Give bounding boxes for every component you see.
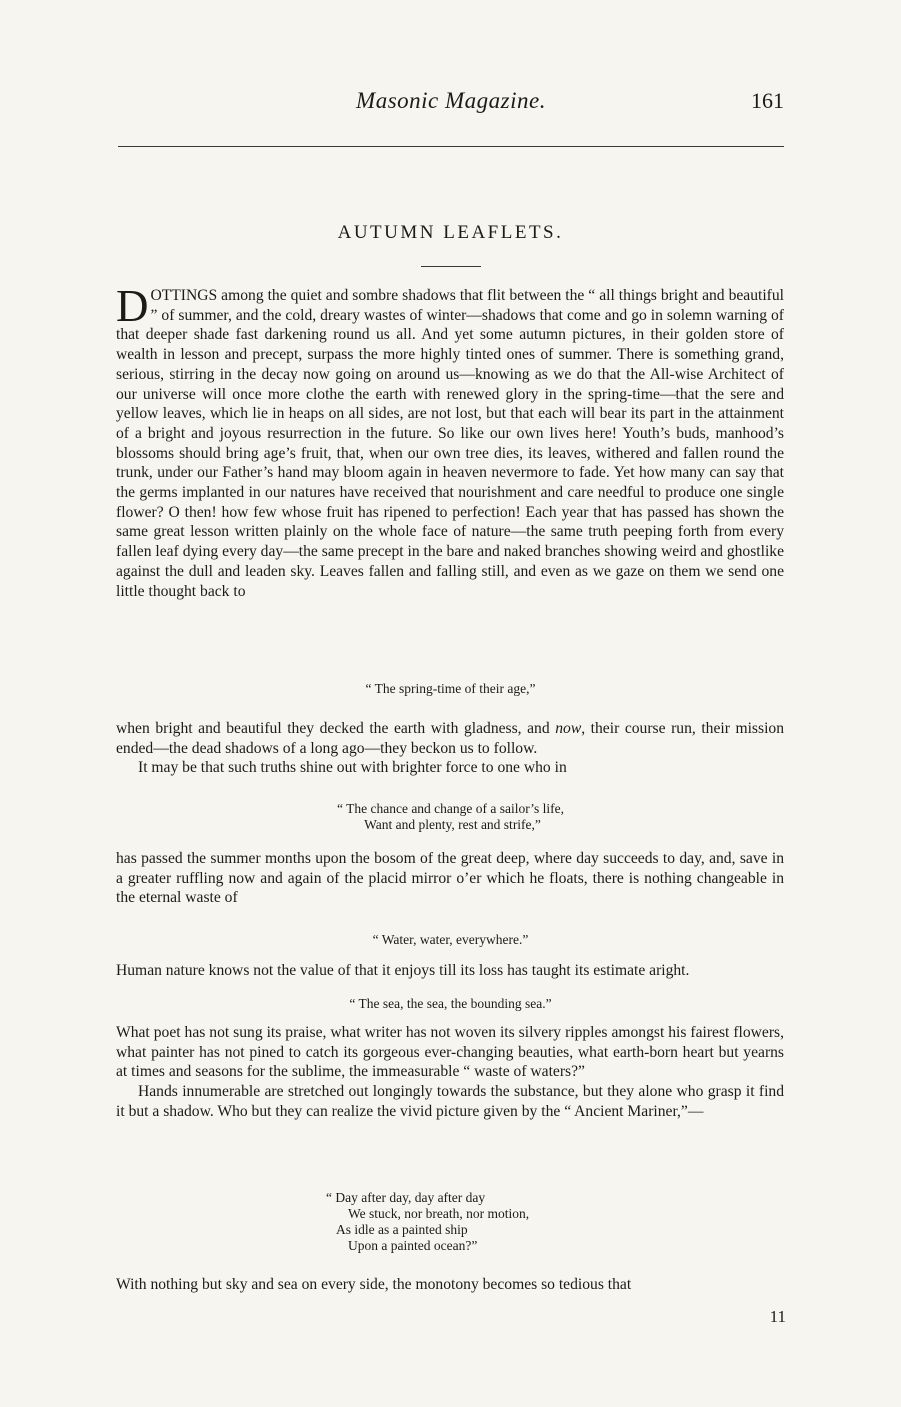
article-title: AUTUMN LEAFLETS. [337,222,564,243]
header-rule [118,146,784,147]
quote-line: “ Water, water, everywhere.” [372,932,529,947]
paragraph-7: Hands innumerable are stretched out longingly towards the substance, but they alone who grasp it find it but a shadow. Who but they can realize the vivid picture given by the “ Ancient Mariner,”— [116,1083,784,1120]
paragraph-3: It may be that such truths shine out with brighter force to one who in [138,759,567,777]
paragraph-2-emphasis: now [555,720,582,737]
quote-line: Want and plenty, rest and strife,” [364,817,541,832]
title-rule [421,266,481,267]
quote-sailor [0,801,901,833]
quote-line: “ The sea, the sea, the bounding sea.” [349,996,552,1011]
quote-line: “ The chance and change of a sailor’s life, [336,801,565,816]
signature-mark: 11 [769,1307,786,1326]
page-number: 161 [751,88,784,113]
paragraph-5 [116,961,784,981]
paragraph-2-text-a: when bright and beautiful they decked the earth with gladness, and [116,720,556,737]
quote-line: “ The spring-time of their age,” [365,681,536,696]
quote-line: “ Day after day, day after day [326,1190,486,1205]
magazine-title: Masonic Magazine. [356,88,546,113]
paragraph-8-text: With nothing but sky and sea on every side, the monotony becomes so tedious that [116,1276,632,1293]
paragraph-4-text: has passed the summer months upon the bosom of the great deep, where day succeeds to day, and, save in a greater ruffling now and again of the placid mirror o’er which he floats, there is nothing changeable in the eternal waste of [116,850,784,907]
paragraph-1-text: OTTINGS among the quiet and sombre shadows that flit between the “ all things bright and beautiful ” of summer, and the cold, dreary wastes of winter—shadows that come and go in solemn warning of that deeper shade fast darkening round us all. And yet some autumn pictures, in their golden store of wealth in lesson and precept, surpass the more highly tinted ones of summer. There is something grand, serious, stirring in the decay now going on around us—knowing as we do that the All-wise Architect of our universe will once more clothe the earth with renewed glory in the spring-time—that the sere and yellow leaves, which lie in heaps on all sides, are not lost, but that each will bear its part in the attainment of a bright and joyous resurrection in the future. So like our own lives here! Youth’s buds, manhood’s blossoms should bring age’s fruit, that, when our own tree dies, its leaves, withered and fallen round the trunk, under our Father’s hand may bloom again in heaven nevermore to fade. Yet how many can say that the germs implanted in our natures have received that nourishment and care needful to produce one single flower? O then! how few whose fruit has ripened to perfection! Each year that has passed has shown the same great lesson written plainly on the whole face of nature—the same truth peeping forth from every fallen leaf dying every day—the same precept in the bare and naked branches showing weird and ghostlike against the dull and leaden sky. Leaves fallen and falling still, and even as we gaze on them we send one little thought back to [116,287,784,600]
paragraph-4 [116,849,784,908]
paragraph-2 [116,719,784,778]
quote-line: As idle as a painted ship [336,1222,468,1237]
paragraph-8 [116,1275,784,1295]
paragraph-6-text: What poet has not sung its praise, what writer has not woven its silvery ripples amongst his fairest flowers, what painter has not pined to catch its gorgeous ever-changing beauties, what earth-born heart but yearns at times and seasons for the sublime, the immeasurable “ waste of waters?” [116,1024,784,1081]
paragraph-5-text: Human nature knows not the value of that it enjoys till its loss has taught its estimate aright. [116,962,690,979]
paragraph-1 [116,281,784,601]
paragraph-6 [116,1023,784,1122]
quote-line: Upon a painted ocean?” [348,1238,478,1253]
quote-ancient-mariner [0,1190,881,1254]
paragraph-2-text-b: , their course run, their mission ended—the dead shadows of a long ago—they beckon us to follow. [116,720,784,757]
quote-spring-time [0,681,901,697]
running-head [118,88,784,118]
quote-line: We stuck, nor breath, nor motion, [348,1206,530,1221]
quote-water [0,932,901,948]
drop-cap: D [116,281,149,331]
quote-sea [0,996,901,1012]
